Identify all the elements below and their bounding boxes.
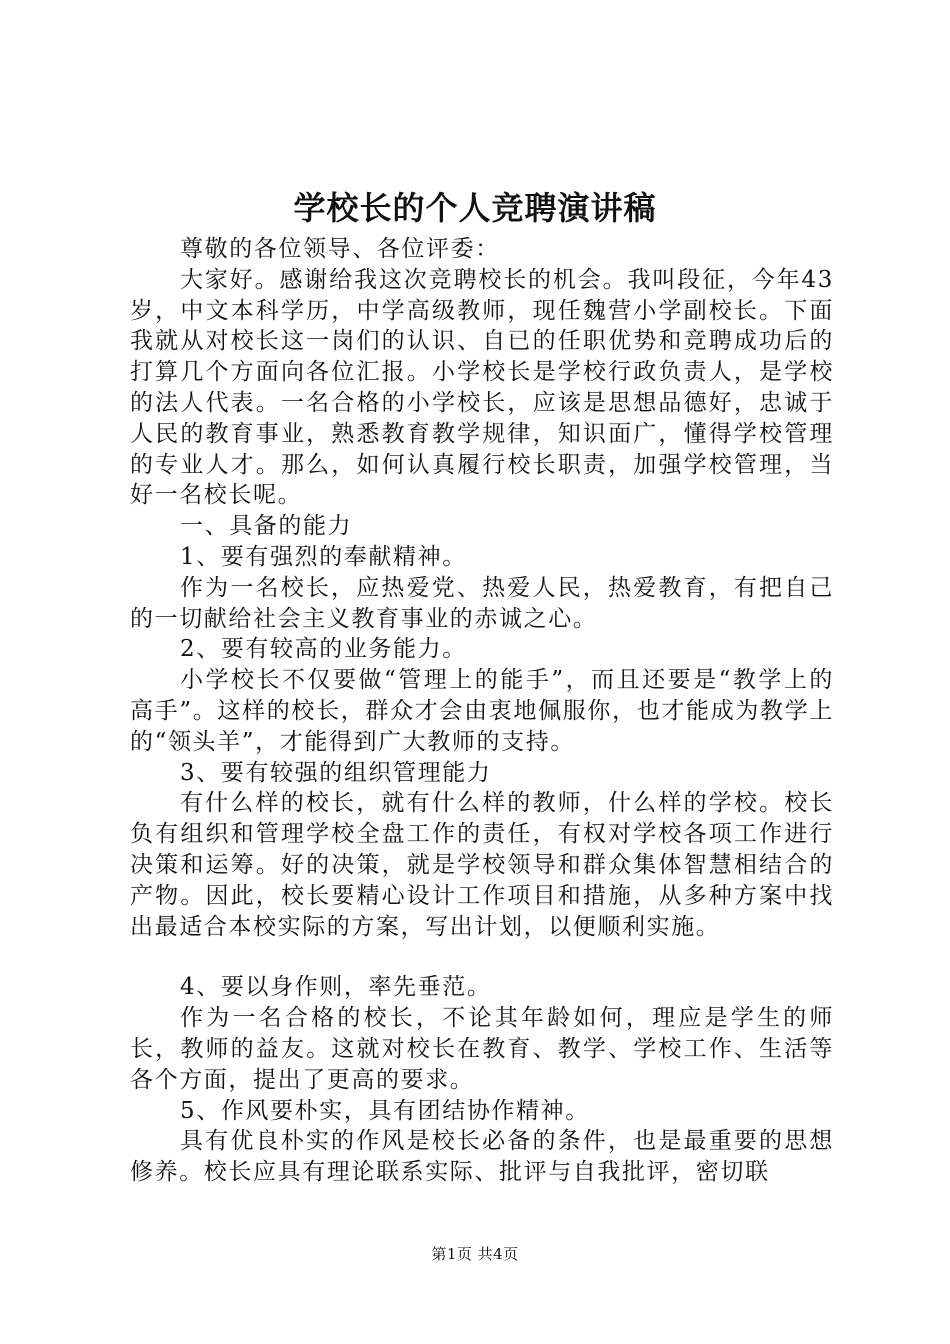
subheading-5: 5、作风要朴实，具有团结协作精神。 — [180, 1097, 590, 1124]
page-number-footer: 第1页 共4页 — [431, 1245, 519, 1263]
subheading-2: 2、要有较高的业务能力。 — [180, 636, 467, 663]
paragraph-introduction: 大家好。感谢给我这次竞聘校长的机会。我叫段征，今年43岁，中文本科学历，中学高级教师，现任魏营小学副校长。下面我就从对校长这一岗们的认识、自已的任职优势和竞聘成功后的打算几个方面向各位汇报。小学校长是学校行政负责人，是学校的法人代表。一名合格的小学校长，应该是思想品德好，忠诚于人民的教育事业，熟悉教育教学规律，知识面广，懂得学校管理的专业人才。那么，如何认真履行校长职责，加强学校管理，当好一名校长呢。 — [130, 266, 834, 509]
paragraph-1: 作为一名校长，应热爱党、热爱人民，热爱教育，有把自己的一切献给社会主义教育事业的赤诚之心。 — [130, 574, 834, 632]
paragraph-4: 作为一名合格的校长，不论其年龄如何，理应是学生的师长，教师的益友。这就对校长在教育、教学、学校工作、生活等各个方面，提出了更高的要求。 — [130, 1005, 834, 1093]
subheading-1: 1、要有强烈的奉献精神。 — [180, 543, 467, 570]
paragraph-2: 小学校长不仅要做“管理上的能手”，而且还要是“教学上的高手”。这样的校长，群众才会由衷地佩服你，也才能成为教学上的“领头羊”，才能得到广大教师的支持。 — [130, 667, 834, 755]
paragraph-5: 具有优良朴实的作风是校长必备的条件，也是最重要的思想修养。校长应具有理论联系实际、批评与自我批评，密切联 — [130, 1128, 834, 1186]
subheading-3: 3、要有较强的组织管理能力 — [180, 759, 492, 786]
paragraph-3: 有什么样的校长，就有什么样的教师，什么样的学校。校长负有组织和管理学校全盘工作的责任，有权对学校各项工作进行决策和运筹。好的决策，就是学校领导和群众集体智慧相结合的产物。因此，校长要精心设计工作项目和措施，从多种方案中找出最适合本校实际的方案，写出计划，以便顺利实施。 — [130, 790, 834, 940]
paragraph-salutation: 尊敬的各位领导、各位评委： — [180, 236, 500, 262]
section-heading: 一、具备的能力 — [180, 513, 353, 540]
document-title: 学校长的个人竞聘演讲稿 — [293, 189, 657, 227]
document-body — [130, 234, 834, 1188]
subheading-4: 4、要以身作则，率先垂范。 — [180, 974, 492, 1001]
